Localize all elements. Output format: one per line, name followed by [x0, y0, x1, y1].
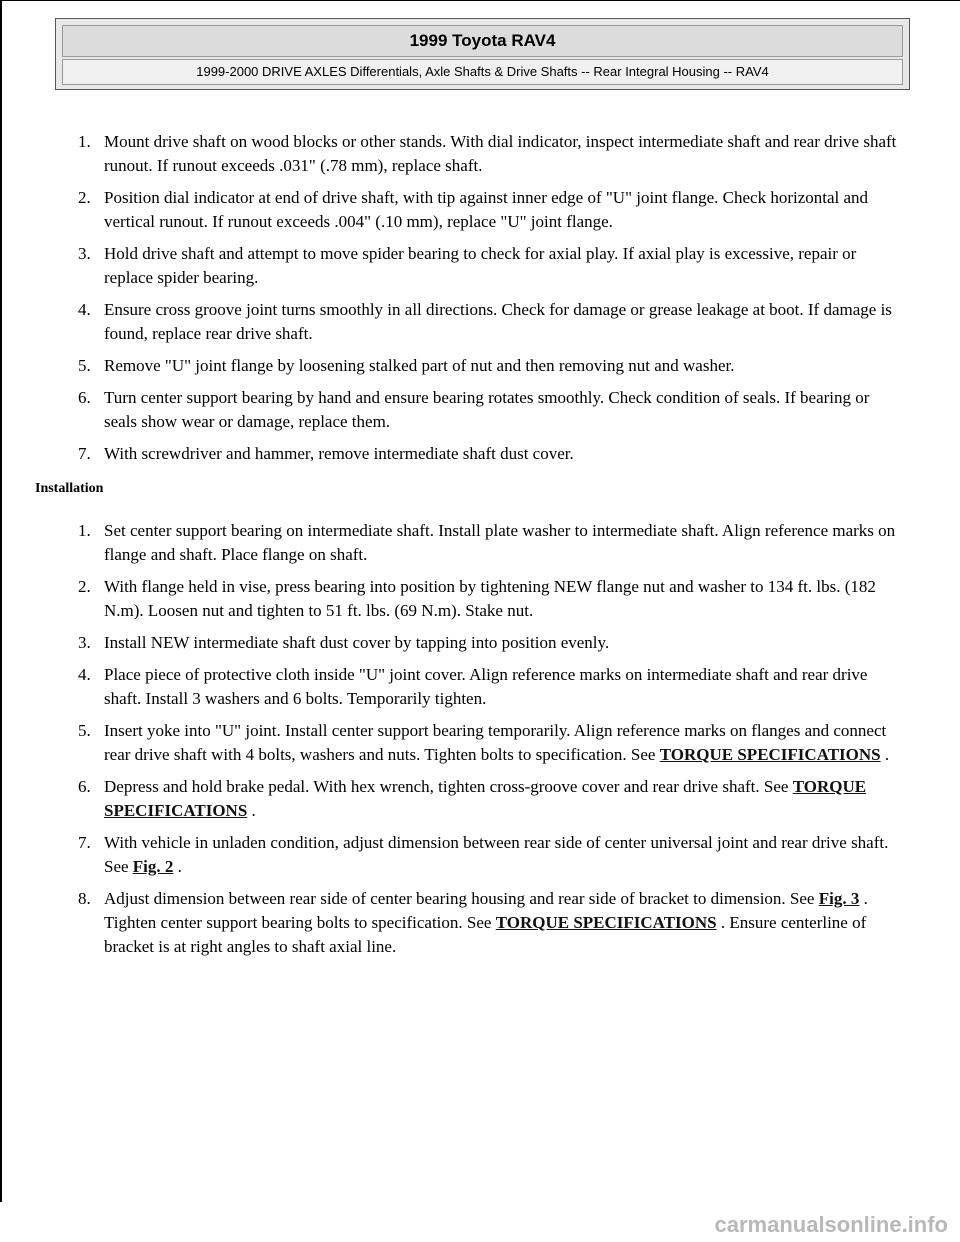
list-item — [0, 631, 960, 655]
step-number: 4. — [78, 665, 91, 684]
step-number: 5. — [78, 721, 91, 740]
torque-specifications-link[interactable]: TORQUE SPECIFICATIONS — [104, 777, 867, 820]
step-number: 1. — [78, 521, 91, 540]
step-number: 2. — [78, 577, 91, 596]
step-text: . Ensure centerline of bracket is at right angles to shaft axial line. — [104, 913, 867, 956]
step-number: 1. — [78, 132, 91, 151]
torque-specifications-link[interactable]: TORQUE SPECIFICATIONS — [659, 745, 881, 764]
list-item — [0, 575, 960, 623]
step-text: Place piece of protective cloth inside "U" joint cover. Align reference marks on intermediate shaft and rear drive shaft. Install 3 washers and 6 bolts. Temporarily tighten. — [104, 665, 868, 708]
header-title: 1999 Toyota RAV4 — [62, 25, 903, 57]
step-number: 3. — [78, 244, 91, 263]
step-text: Turn center support bearing by hand and ensure bearing rotates smoothly. Check condition of seals. If bearing or seals show wear or damage, replace them. — [104, 388, 870, 431]
list-item — [0, 186, 960, 234]
step-text: . — [173, 857, 182, 876]
step-text: With screwdriver and hammer, remove intermediate shaft dust cover. — [104, 444, 574, 463]
list-item — [0, 519, 960, 567]
header-subtitle: 1999-2000 DRIVE AXLES Differentials, Axle Shafts & Drive Shafts -- Rear Integral Housing -- RAV4 — [62, 59, 903, 85]
document-header — [55, 18, 910, 90]
step-text: Mount drive shaft on wood blocks or other stands. With dial indicator, inspect intermediate shaft and rear drive shaft runout. If runout exceeds .031" (.78 mm), replace shaft. — [104, 132, 897, 175]
step-text: Adjust dimension between rear side of center bearing housing and rear side of bracket to dimension. See — [104, 889, 819, 908]
list-item — [0, 775, 960, 823]
step-number: 7. — [78, 444, 91, 463]
step-text: Hold drive shaft and attempt to move spider bearing to check for axial play. If axial play is excessive, repair or replace spider bearing. — [104, 244, 857, 287]
watermark: carmanualsonline.info — [714, 1212, 948, 1237]
list-item — [0, 354, 960, 378]
list-item — [0, 442, 960, 466]
list-item — [0, 719, 960, 767]
fig-2-link[interactable]: Fig. 2 — [132, 857, 174, 876]
step-text: Set center support bearing on intermediate shaft. Install plate washer to intermediate shaft. Align reference marks on flange and shaft. Place flange on shaft. — [104, 521, 896, 564]
list-item — [0, 242, 960, 290]
step-text: With flange held in vise, press bearing into position by tightening NEW flange nut and washer to 134 ft. lbs. (182 N.m). Loosen nut and tighten to 51 ft. lbs. (69 N.m). Stake nut. — [104, 577, 876, 620]
step-text: Install NEW intermediate shaft dust cover by tapping into position evenly. — [104, 633, 610, 652]
list-item — [0, 663, 960, 711]
list-item — [0, 887, 960, 959]
step-text: . — [247, 801, 256, 820]
step-text: . — [880, 745, 890, 764]
list-item — [0, 831, 960, 879]
list-item — [0, 298, 960, 346]
step-text: . Tighten center support bearing bolts to specification. See — [104, 889, 868, 932]
installation-steps — [0, 519, 960, 959]
inspection-steps — [0, 130, 960, 466]
step-text: Remove "U" joint flange by loosening stalked part of nut and then removing nut and washer. — [104, 356, 735, 375]
step-number: 7. — [78, 833, 91, 852]
torque-specifications-link[interactable]: TORQUE SPECIFICATIONS — [495, 913, 717, 932]
step-number: 8. — [78, 889, 91, 908]
step-text: With vehicle in unladen condition, adjust dimension between rear side of center universal joint and rear drive shaft. See — [104, 833, 889, 876]
step-text: Depress and hold brake pedal. With hex wrench, tighten cross-groove cover and rear drive shaft. See — [104, 777, 793, 796]
installation-heading: Installation — [35, 481, 104, 496]
fig-3-link[interactable]: Fig. 3 — [818, 889, 860, 908]
document-body — [0, 130, 960, 967]
step-number: 6. — [78, 777, 91, 796]
step-text: Insert yoke into "U" joint. Install center support bearing temporarily. Align reference marks on flanges and connect rear drive shaft with 4 bolts, washers and nuts. Tighten bolts to specification. See — [104, 721, 887, 764]
step-text: Position dial indicator at end of drive shaft, with tip against inner edge of "U" joint flange. Check horizontal and vertical runout. If runout exceeds .004" (.10 mm), replace "U" joint flange. — [104, 188, 869, 231]
step-number: 5. — [78, 356, 91, 375]
list-item — [0, 130, 960, 178]
step-number: 6. — [78, 388, 91, 407]
step-number: 2. — [78, 188, 91, 207]
step-number: 3. — [78, 633, 91, 652]
step-number: 4. — [78, 300, 91, 319]
page-footer — [0, 1202, 954, 1242]
step-text: Ensure cross groove joint turns smoothly in all directions. Check for damage or grease leakage at boot. If damage is found, replace rear drive shaft. — [104, 300, 892, 343]
list-item — [0, 386, 960, 434]
